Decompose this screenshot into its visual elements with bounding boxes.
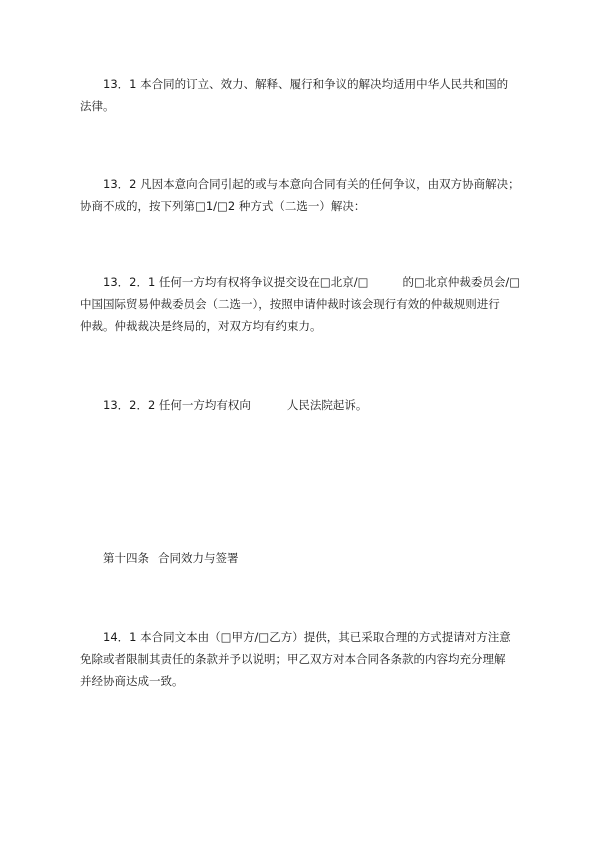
clause-14-1 — [80, 626, 530, 692]
article-14-number: 第十四条 — [103, 551, 149, 565]
clause-13-2-line-1: 13．2 凡因本意向合同引起的或与本意向合同有关的任何争议，由双方协商解决； — [103, 177, 520, 191]
article-14-title: 合同效力与签署 — [158, 551, 239, 565]
clause-13-2-1 — [80, 271, 530, 337]
clause-13-2-1-line-2: 中国国际贸易仲裁委员会（二选一），按照申请仲裁时该会现行有效的仲裁规则进行 — [80, 297, 500, 311]
clause-14-1-line-2: 免除或者限制其责任的条款并予以说明；甲乙双方对本合同各条款的内容均充分理解 — [80, 652, 506, 666]
clause-14-1-line-1: 14．1 本合同文本由（□甲方/□乙方）提供，其已采取合理的方式提请对方注意 — [103, 630, 511, 644]
clause-13-1-line-1: 13．1 本合同的订立、效力、解释、履行和争议的解决均适用中华人民共和国的 — [103, 77, 509, 91]
clause-13-1-line-2: 法律。 — [80, 99, 115, 113]
clause-13-1 — [80, 73, 530, 117]
clause-13-2 — [80, 173, 530, 217]
clause-13-2-2-line-1: 13．2．2 任何一方均有权向 人民法院起诉。 — [103, 398, 368, 412]
clause-14-1-line-3: 并经协商达成一致。 — [80, 674, 184, 688]
clause-13-2-line-2: 协商不成的，按下列第□1/□2 种方式（二选一）解决： — [80, 199, 366, 213]
clause-13-2-2 — [80, 394, 530, 416]
clause-13-2-1-line-3: 仲裁。仲裁裁决是终局的，对双方均有约束力。 — [80, 319, 322, 333]
clause-13-2-1-line-1: 13．2．1 任何一方均有权将争议提交设在□北京/□ 的□北京仲裁委员会/□ — [103, 275, 521, 289]
article-14-heading — [103, 547, 239, 569]
